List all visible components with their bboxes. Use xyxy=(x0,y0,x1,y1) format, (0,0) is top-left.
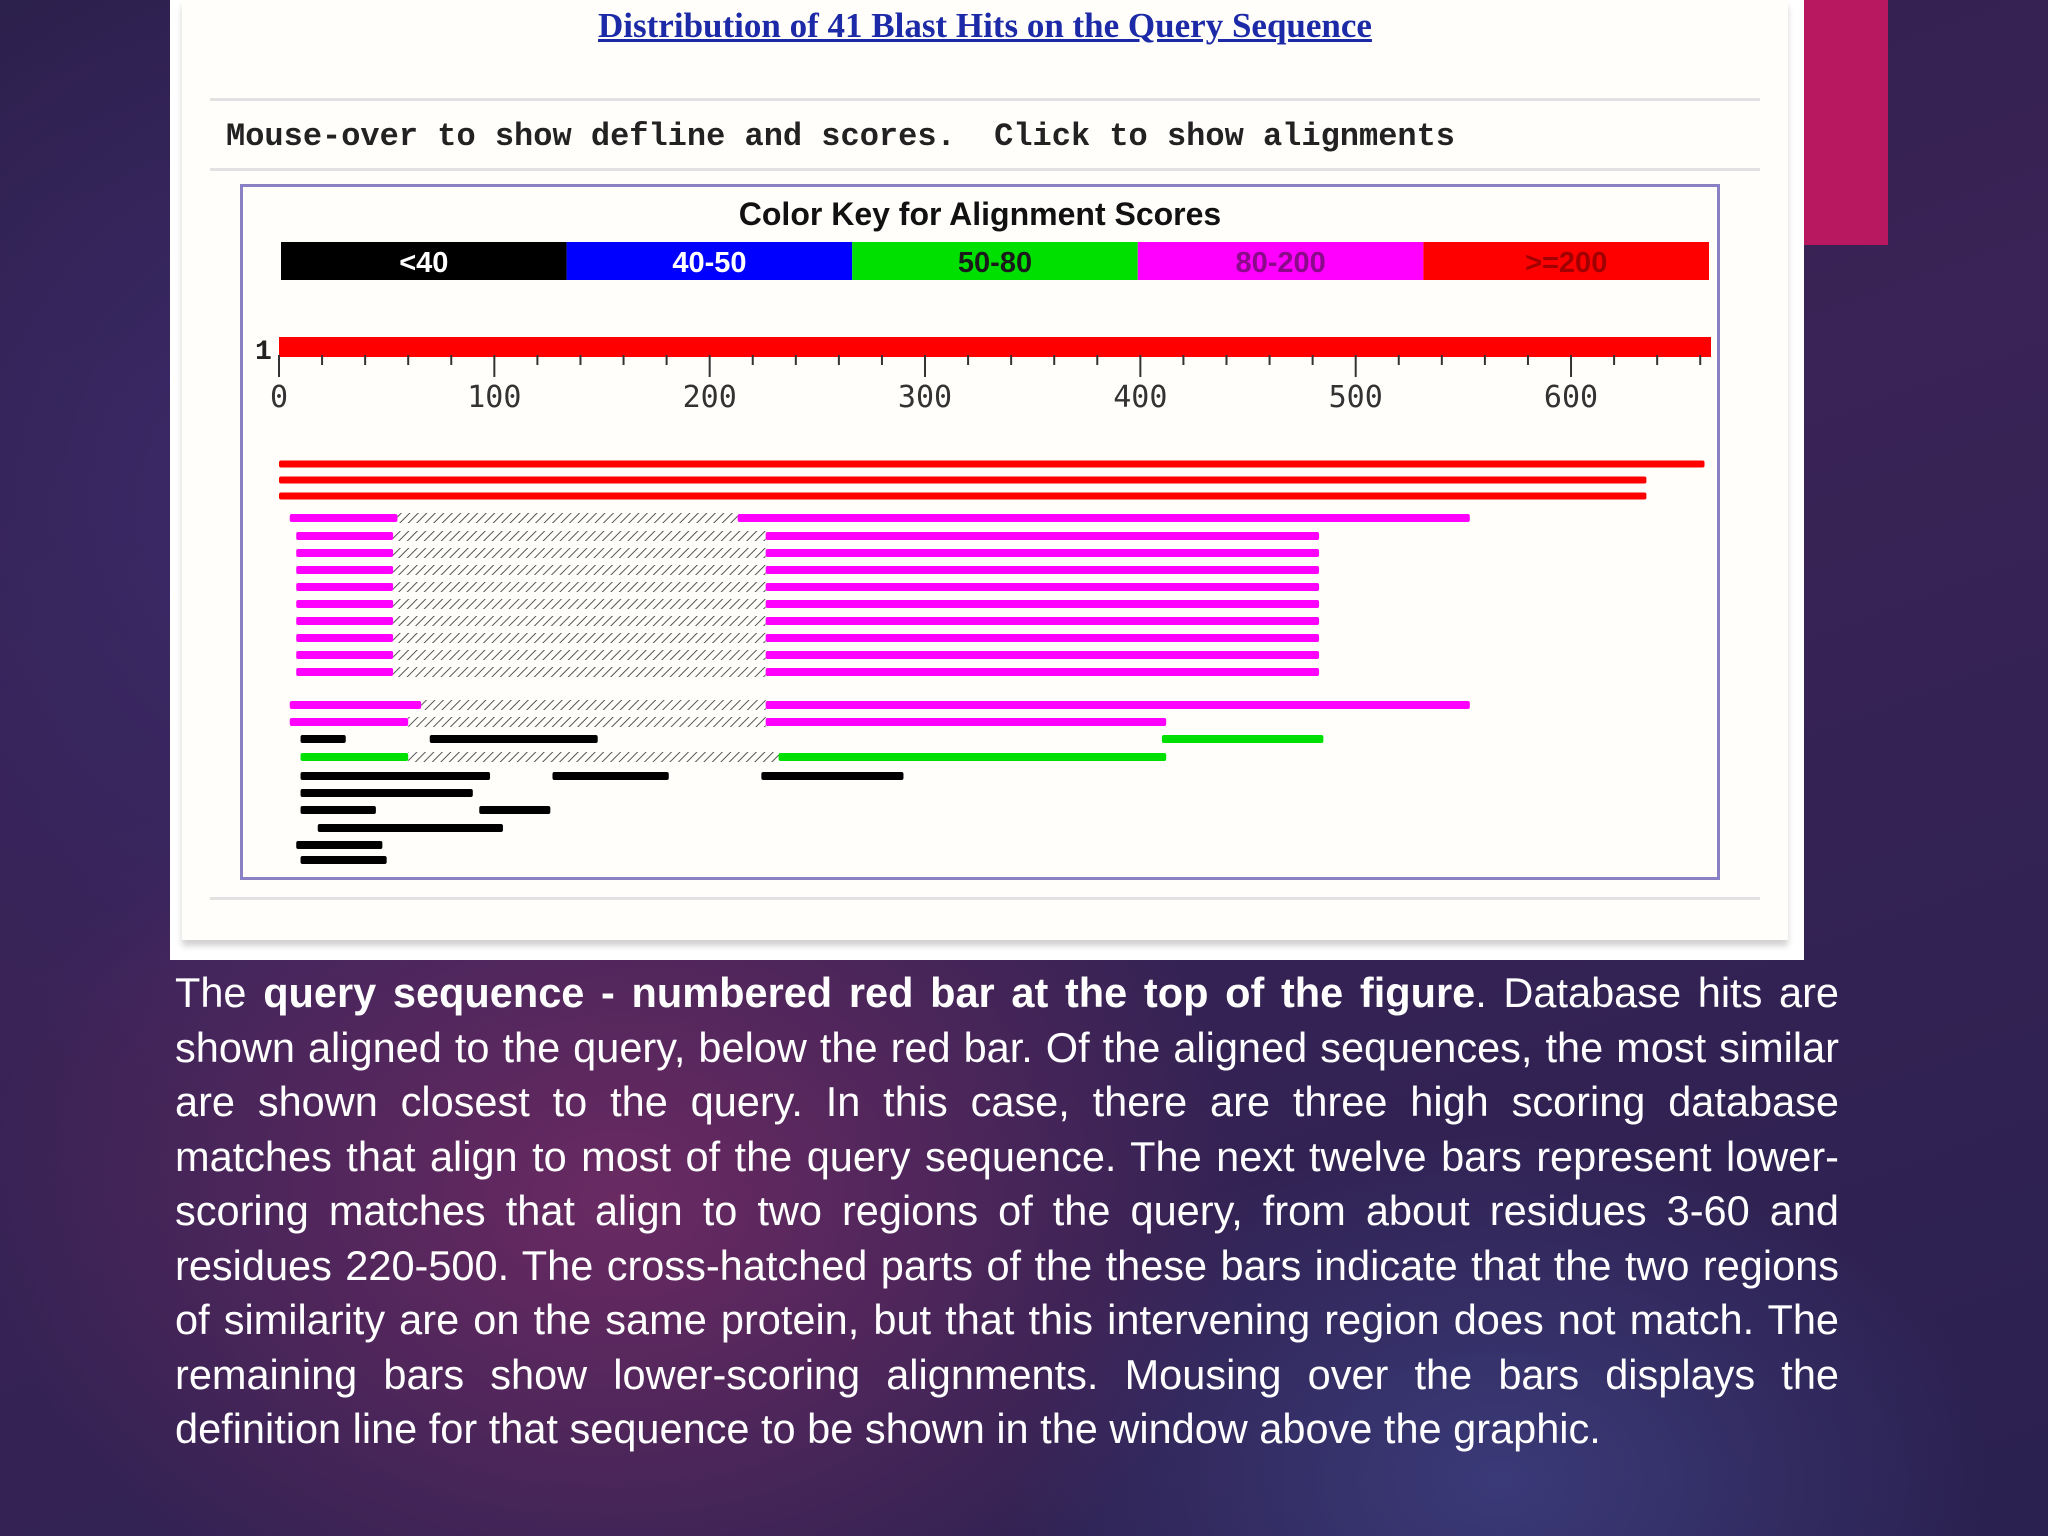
divider xyxy=(210,98,1760,101)
hit-intervening-hatch xyxy=(393,650,766,660)
query-start-label: 1 xyxy=(255,337,272,368)
color-key-label: <40 xyxy=(399,247,449,279)
hit-bar[interactable] xyxy=(766,718,1167,726)
hit-intervening-hatch xyxy=(421,700,766,710)
hit-bar[interactable] xyxy=(766,566,1319,574)
axis-tick-label: 200 xyxy=(682,380,737,415)
axis-tick-label: 300 xyxy=(897,380,953,415)
hit-bar[interactable] xyxy=(766,617,1319,625)
accent-bar xyxy=(1790,0,1888,245)
hit-bar[interactable] xyxy=(766,701,1470,709)
hit-bar[interactable] xyxy=(296,668,393,676)
hit-bar[interactable] xyxy=(279,493,1646,500)
hit-intervening-hatch xyxy=(393,582,766,592)
hit-bar[interactable] xyxy=(296,841,382,849)
hit-distribution-graphic xyxy=(240,184,1720,880)
hit-intervening-hatch xyxy=(393,599,766,609)
divider xyxy=(210,897,1760,900)
hit-bar[interactable] xyxy=(296,583,393,591)
hit-bar[interactable] xyxy=(766,634,1319,642)
description-highlight: query sequence - numbered red bar at the top of the figure xyxy=(263,969,1476,1016)
hit-bar[interactable] xyxy=(296,634,393,642)
hits-svg xyxy=(243,187,1717,877)
instructions-text: Mouse-over to show defline and scores. Click to show alignments xyxy=(226,118,1455,155)
hit-intervening-hatch xyxy=(393,667,766,677)
hit-bar[interactable] xyxy=(479,806,550,814)
hit-bar[interactable] xyxy=(296,532,393,540)
hit-bar[interactable] xyxy=(301,789,473,797)
hit-bar[interactable] xyxy=(301,856,387,864)
hit-intervening-hatch xyxy=(397,513,737,523)
axis-tick-label: 600 xyxy=(1543,380,1599,415)
blast-page xyxy=(182,0,1788,940)
axis-tick-label: 100 xyxy=(467,380,522,415)
hit-bar[interactable] xyxy=(296,566,393,574)
axis-tick-label: 0 xyxy=(269,380,289,415)
hit-bar[interactable] xyxy=(290,718,408,726)
query-bar[interactable] xyxy=(279,337,1711,357)
axis-tick-label: 500 xyxy=(1328,380,1383,415)
hit-bar[interactable] xyxy=(766,583,1319,591)
hit-intervening-hatch xyxy=(393,531,766,541)
hit-intervening-hatch xyxy=(393,565,766,575)
blast-title[interactable]: Distribution of 41 Blast Hits on the Query Sequence xyxy=(598,6,1372,45)
blast-screenshot xyxy=(170,0,1804,960)
color-key-label: >=200 xyxy=(1525,247,1608,279)
hit-bar[interactable] xyxy=(761,772,903,780)
hit-bar[interactable] xyxy=(766,651,1319,659)
hit-bar[interactable] xyxy=(766,532,1319,540)
hit-bar[interactable] xyxy=(779,753,1167,761)
hit-bar[interactable] xyxy=(290,701,421,709)
color-key-title: Color Key for Alignment Scores xyxy=(738,196,1222,232)
hit-bar[interactable] xyxy=(738,514,1470,522)
hit-bar[interactable] xyxy=(296,600,393,608)
hit-bar[interactable] xyxy=(279,477,1646,484)
hit-intervening-hatch xyxy=(393,633,766,643)
hit-bar[interactable] xyxy=(318,824,503,832)
hit-bar[interactable] xyxy=(301,772,490,780)
hit-bar[interactable] xyxy=(1162,735,1324,743)
hit-bar[interactable] xyxy=(766,600,1319,608)
hit-bar[interactable] xyxy=(296,617,393,625)
hit-intervening-hatch xyxy=(393,548,766,558)
hit-bar[interactable] xyxy=(766,549,1319,557)
hit-bar[interactable] xyxy=(279,461,1705,468)
color-key-label: 50-80 xyxy=(957,247,1033,279)
hit-bar[interactable] xyxy=(296,549,393,557)
color-key-label: 40-50 xyxy=(672,247,747,279)
description-intro: The xyxy=(175,969,264,1016)
description-rest: . Database hits are shown aligned to the query, below the red bar. Of the aligned sequences, the most similar are shown closest to the query. In this case, there are three high scoring database matches that align to most of the query sequence. The next twelve bars represent lower-scoring matches that align to two regions of the query, from about residues 3-60 and residues 220-500. The cross-hatched parts of the these bars indicate that the two regions of similarity are on the same protein, but that this intervening region does not match. The remaining bars show lower-scoring alignments. Mousing over the bars displays the definition line for that sequence to be shown in the window above the graphic. xyxy=(175,969,1839,1452)
hit-bar[interactable] xyxy=(766,668,1319,676)
divider xyxy=(210,168,1760,171)
hit-intervening-hatch xyxy=(393,616,766,626)
hit-bar[interactable] xyxy=(301,735,346,743)
axis-tick-label: 400 xyxy=(1113,380,1168,415)
description-paragraph xyxy=(175,966,1839,1457)
hit-bar[interactable] xyxy=(296,651,393,659)
hit-intervening-hatch xyxy=(408,717,765,727)
hit-bar[interactable] xyxy=(301,753,409,761)
hit-intervening-hatch xyxy=(408,752,778,762)
hit-bar[interactable] xyxy=(430,735,598,743)
color-key-label: 80-200 xyxy=(1235,247,1326,279)
hit-bar[interactable] xyxy=(301,806,376,814)
hit-bar[interactable] xyxy=(290,514,398,522)
hit-bar[interactable] xyxy=(552,772,668,780)
